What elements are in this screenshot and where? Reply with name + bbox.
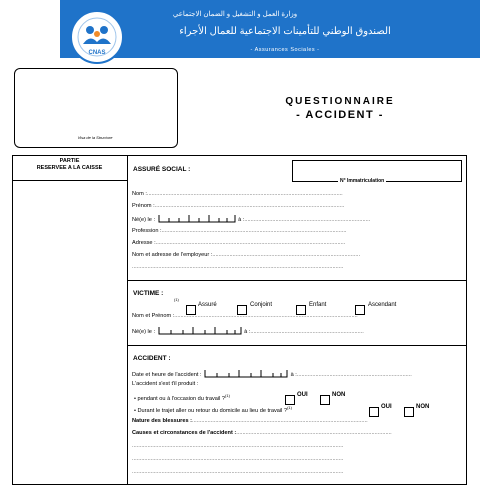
logo-text: CNAS	[88, 50, 106, 56]
victime-heading: VICTIME :	[133, 290, 164, 297]
causes-line-4[interactable]: ........................................................................................................................................	[132, 469, 344, 475]
cnas-logo	[70, 10, 124, 64]
victime-nom-label: Nom et Prénom :	[132, 313, 175, 319]
blessures-label: Nature des blessures :	[132, 418, 193, 424]
assure-naissance-field[interactable]: Né(e) le : à :.................................................................................	[132, 214, 462, 225]
assure-adresse-field[interactable]: Adresse :..........................................................................................................................	[132, 240, 346, 246]
reserved-column-header	[12, 158, 127, 172]
checkbox-conjoint[interactable]	[237, 301, 247, 311]
causes-label: Causes et circonstances de l'accident :	[132, 430, 237, 436]
accident-date-field[interactable]: Date et heure de l'accident : à :..........................................................................	[132, 369, 462, 380]
checkbox-ascendant[interactable]	[355, 301, 365, 311]
reserved-area[interactable]	[12, 181, 127, 483]
accident-q2: • Durant le trajet aller ou retour du domicile au lieu de travail ?$^{(1)}$	[134, 405, 292, 414]
victime-nom-field[interactable]: Nom et Prénom :......................................................................................................................	[132, 313, 358, 319]
prenom-label: Prénom :	[132, 203, 155, 209]
blessures-field[interactable]: Nature des blessures :.................................................................................................................	[132, 418, 368, 424]
fund-name: الصندوق الوطني للتأمينات الاجتماعية للعمال الأجراء	[179, 26, 391, 37]
q1-oui-label: OUI	[297, 392, 308, 398]
option-ascendant-label: Ascendant	[368, 302, 397, 308]
date-boxes[interactable]	[157, 214, 237, 225]
victime-lieu-label: à :	[244, 328, 251, 335]
assure-employeur-field[interactable]: Nom et adresse de l'employeur :...............................................................................................	[132, 252, 361, 258]
ministry-name: وزارة العمل و التشغيل و الضمان الاجتماعي	[172, 11, 298, 18]
option-enfant-label: Enfant	[309, 302, 327, 308]
q1-non-checkbox[interactable]	[320, 391, 330, 401]
assure-heading: ASSURÉ SOCIAL :	[133, 166, 191, 173]
employeur-label: Nom et adresse de l'employeur :	[132, 252, 213, 258]
assure-extra-line[interactable]: ........................................................................................................................................	[132, 264, 344, 270]
lieu-label: à :	[238, 216, 245, 223]
assure-nom-field[interactable]: Nom :..............................................................................................................................	[132, 191, 343, 197]
form-title: QUESTIONNAIRE	[285, 96, 395, 107]
option-conjoint-label: Conjoint	[250, 302, 273, 308]
accident-produit-label: L'accident s'est t'il produit :	[132, 381, 199, 387]
form-subtitle: - ACCIDENT -	[296, 109, 384, 121]
q2-non-checkbox[interactable]	[404, 403, 414, 413]
reserved-line1: PARTIE	[59, 158, 80, 164]
victime-date-boxes[interactable]	[157, 326, 243, 337]
q1-oui-checkbox[interactable]	[285, 391, 295, 401]
victime-naissance-field[interactable]: Né(e) le : à :.........................................................................	[132, 326, 462, 337]
q1-note: (1)	[225, 393, 230, 398]
q2-label: Durant le trajet aller ou retour du domicile au lieu de travail ?	[137, 407, 288, 414]
q1-non-label: NON	[332, 392, 346, 398]
q2-non-label: NON	[416, 404, 430, 410]
header-subtitle: - Assurances Sociales -	[250, 47, 320, 53]
assure-prenom-field[interactable]: Prénom :..........................................................................................................................	[132, 203, 345, 209]
causes-field[interactable]: Causes et circonstances de l'accident :....................................................................................................	[132, 430, 392, 436]
q1-label: pendant ou à l'occasion du travail ?	[137, 395, 226, 402]
reserved-line2: RESERVEE A LA CAISSE	[36, 165, 103, 171]
section-divider-2	[127, 345, 467, 346]
date-heure-label: Date et heure de l'accident :	[132, 371, 202, 378]
accident-heading: ACCIDENT :	[133, 355, 171, 362]
adresse-label: Adresse :	[132, 240, 156, 246]
option-assure-label: Assuré	[198, 302, 217, 308]
causes-line-2[interactable]: ........................................................................................................................................	[132, 443, 344, 449]
nom-label: Nom :	[132, 191, 147, 197]
accident-date-boxes[interactable]	[203, 369, 289, 380]
q2-oui-label: OUI	[381, 404, 392, 410]
checkbox-assure[interactable]	[186, 301, 196, 311]
accident-q1: • pendant ou à l'occasion du travail ?$^{(1)}$	[134, 393, 230, 402]
q2-note: (1)	[287, 405, 292, 410]
immatriculation-label: N° Immatriculation	[340, 178, 385, 184]
ne-le-label: Né(e) le :	[132, 216, 156, 223]
checkbox-enfant[interactable]	[296, 301, 306, 311]
victime-note: (1)	[174, 297, 179, 302]
q2-oui-checkbox[interactable]	[369, 403, 379, 413]
accident-lieu-label: à :	[290, 371, 297, 378]
section-divider-1	[127, 280, 467, 281]
assure-profession-field[interactable]: Profession :.......................................................................................................................	[132, 228, 347, 234]
causes-line-3[interactable]: ........................................................................................................................................	[132, 456, 344, 462]
column-divider	[127, 155, 128, 485]
profession-label: Profession :	[132, 228, 162, 234]
victime-ne-le-label: Né(e) le :	[132, 328, 156, 335]
visa-label: Visa de la Structure	[77, 135, 113, 140]
